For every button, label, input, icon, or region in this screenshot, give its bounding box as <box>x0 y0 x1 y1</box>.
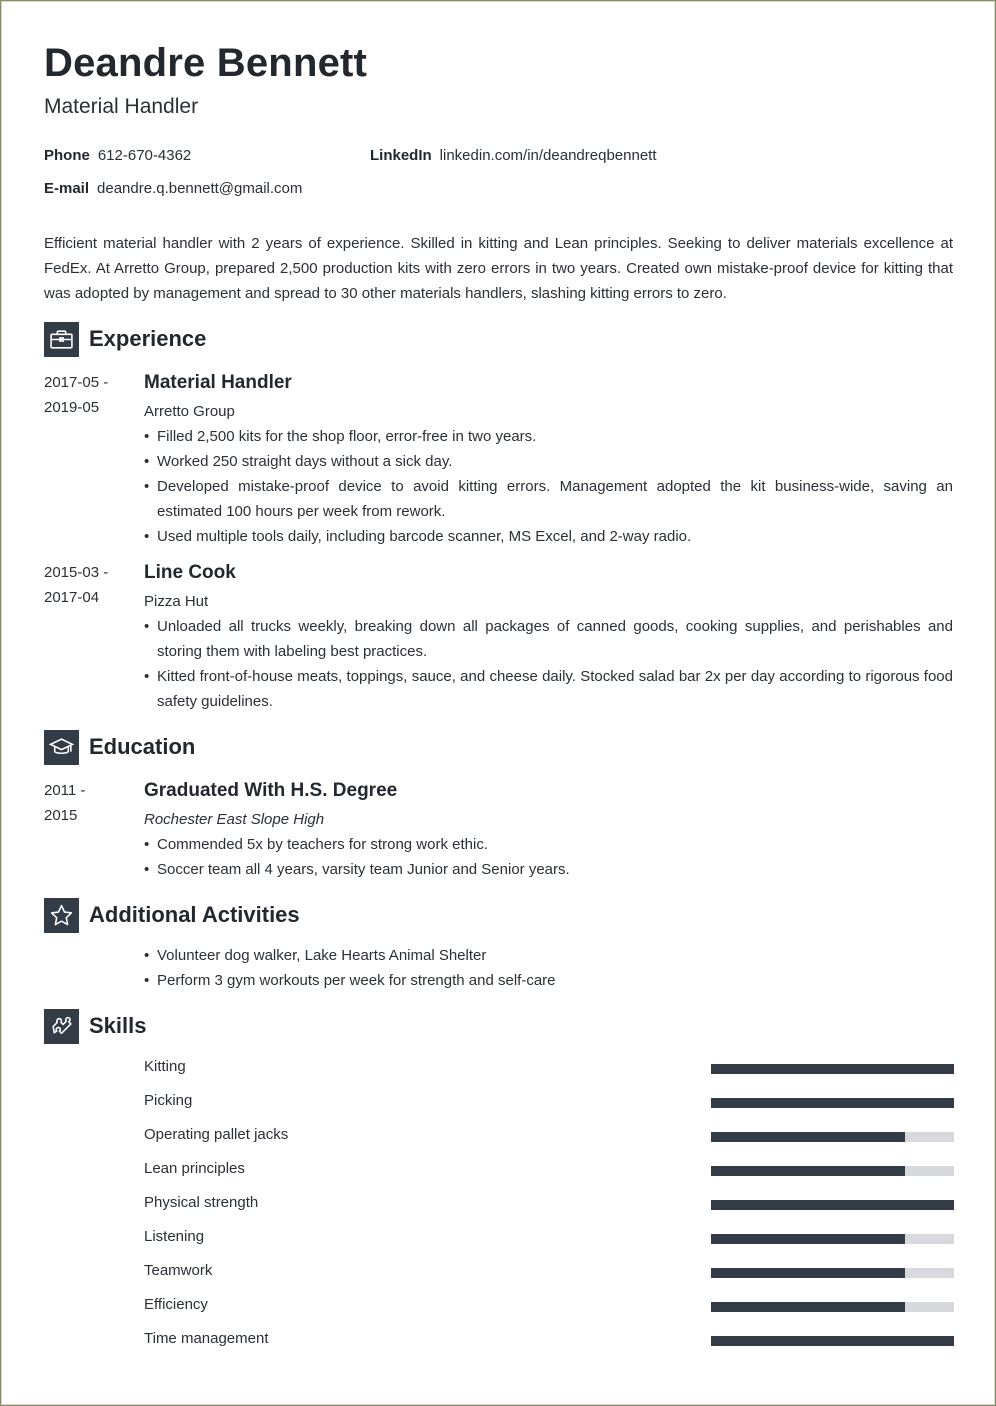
skill-name: Time management <box>144 1330 269 1347</box>
skill-level-bar <box>711 1098 954 1108</box>
list-item: • Developed mistake-proof device to avoid kitting errors. Management adopted the kit business-wide, saving an estimated 100 hours per week from rework. <box>144 474 953 524</box>
skill-level-bar <box>711 1200 954 1210</box>
skill-level-bar <box>711 1234 954 1244</box>
candidate-role: Material Handler <box>44 95 199 118</box>
job-date-start: 2017-05 - <box>44 374 109 391</box>
skill-row <box>144 1194 954 1216</box>
skill-level-fill <box>711 1200 954 1210</box>
email-value[interactable]: deandre.q.bennett@gmail.com <box>97 180 303 197</box>
skill-name: Physical strength <box>144 1194 259 1211</box>
job-date-end: 2017-04 <box>44 589 100 606</box>
activities-bullets <box>144 943 953 993</box>
job-title: Material Handler <box>144 372 292 393</box>
education-date-start: 2011 - <box>44 782 86 799</box>
skill-level-bar <box>711 1268 954 1278</box>
phone-label: Phone <box>44 147 90 164</box>
candidate-name: Deandre Bennett <box>44 41 368 85</box>
education-title: Education <box>89 734 196 759</box>
job-company: Arretto Group <box>144 403 235 420</box>
skill-name: Efficiency <box>144 1296 208 1313</box>
skill-row <box>144 1126 954 1148</box>
list-item: • Filled 2,500 kits for the shop floor, error-free in two years. <box>144 424 953 449</box>
skill-level-bar <box>711 1064 954 1074</box>
list-item: • Kitted front-of-house meats, toppings, sauce, and cheese daily. Stocked salad bar 2x per day according to rigorous food safety guidelines. <box>144 664 953 714</box>
skill-name: Kitting <box>144 1058 186 1075</box>
skill-row <box>144 1092 954 1114</box>
skill-name: Teamwork <box>144 1262 213 1279</box>
skill-name: Operating pallet jacks <box>144 1126 289 1143</box>
skill-row <box>144 1330 954 1352</box>
list-item: • Soccer team all 4 years, varsity team Junior and Senior years. <box>144 857 953 882</box>
education-school: Rochester East Slope High <box>144 811 325 828</box>
list-item: • Unloaded all trucks weekly, breaking down all packages of canned goods, cooking supplies, and perishables and storing them with labeling best practices. <box>144 614 953 664</box>
education-date-end: 2015 <box>44 807 78 824</box>
skill-row <box>144 1228 954 1250</box>
linkedin-label: LinkedIn <box>370 147 432 164</box>
job-title: Line Cook <box>144 562 236 583</box>
skill-level-fill <box>711 1268 905 1278</box>
puzzle-icon <box>44 1009 79 1044</box>
skill-row <box>144 1160 954 1182</box>
job-company: Pizza Hut <box>144 593 209 610</box>
contact-linkedin <box>370 147 657 164</box>
skill-level-bar <box>711 1166 954 1176</box>
education-section-header <box>44 729 195 765</box>
education-bullets <box>144 832 953 882</box>
skill-level-fill <box>711 1234 905 1244</box>
skill-level-bar <box>711 1132 954 1142</box>
list-item: • Used multiple tools daily, including barcode scanner, MS Excel, and 2-way radio. <box>144 524 953 549</box>
skill-row <box>144 1296 954 1318</box>
skills-title: Skills <box>89 1013 147 1038</box>
experience-title: Experience <box>89 326 207 351</box>
list-item: • Perform 3 gym workouts per week for strength and self-care <box>144 968 953 993</box>
linkedin-value[interactable]: linkedin.com/in/deandreqbennett <box>439 147 657 164</box>
job-date-start: 2015-03 - <box>44 564 109 581</box>
skills-section-header <box>44 1008 146 1044</box>
email-label: E-mail <box>44 180 90 197</box>
skill-level-fill <box>711 1098 954 1108</box>
experience-section-header <box>44 321 206 357</box>
job-bullets <box>144 424 953 549</box>
skill-row <box>144 1262 954 1284</box>
job-bullets <box>144 614 953 714</box>
briefcase-icon <box>44 322 79 357</box>
skill-level-bar <box>711 1336 954 1346</box>
skill-level-fill <box>711 1302 905 1312</box>
skill-level-fill <box>711 1336 954 1346</box>
contact-email <box>44 180 302 197</box>
activities-section-header <box>44 897 300 933</box>
list-item: • Volunteer dog walker, Lake Hearts Animal Shelter <box>144 943 953 968</box>
star-icon <box>44 898 79 933</box>
graduation-cap-icon <box>44 730 79 765</box>
education-degree: Graduated With H.S. Degree <box>144 780 398 801</box>
skill-level-fill <box>711 1166 905 1176</box>
summary-text: Efficient material handler with 2 years of experience. Skilled in kitting and Lean principles. Seeking to deliver materials excellence at FedEx. At Arretto Group, prepared 2,500 production kits with zero errors in two years. Created own mistake-proof device for kitting that was adopted by management and spread to 30 other materials handlers, slashing kitting errors to zero. <box>44 235 953 302</box>
skill-row <box>144 1058 954 1080</box>
skill-name: Picking <box>144 1092 193 1109</box>
skill-name: Listening <box>144 1228 205 1245</box>
list-item: • Worked 250 straight days without a sick day. <box>144 449 953 474</box>
contact-phone <box>44 147 191 164</box>
skill-level-fill <box>711 1064 954 1074</box>
job-date-end: 2019-05 <box>44 399 100 416</box>
skill-name: Lean principles <box>144 1160 245 1177</box>
phone-value[interactable]: 612-670-4362 <box>97 147 192 164</box>
list-item: • Commended 5x by teachers for strong work ethic. <box>144 832 953 857</box>
skill-level-fill <box>711 1132 905 1142</box>
activities-title: Additional Activities <box>89 902 300 927</box>
skill-level-bar <box>711 1302 954 1312</box>
